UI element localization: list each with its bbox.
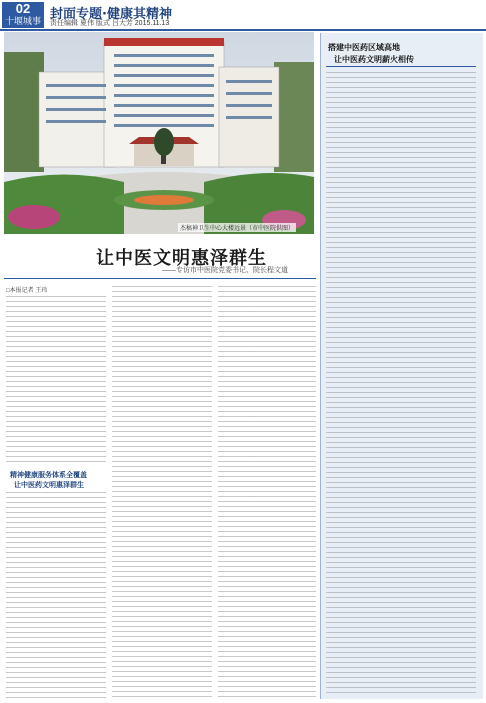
body-column-3 xyxy=(218,286,316,698)
header-rule xyxy=(0,29,486,31)
section-name: 十堰城事 xyxy=(4,16,41,26)
page-header xyxy=(0,0,486,30)
body-column-1b xyxy=(6,492,106,698)
body-column-1a xyxy=(6,296,106,466)
header-title: 封面专题·健康其精神 xyxy=(50,7,172,22)
photo-caption: 杰稿神卫生中心大楼远景（市中医院供图） xyxy=(178,223,296,232)
article-headline: 让中医文明惠泽群生 xyxy=(96,248,267,269)
article-subheadline: ——专访市中医院党委书记、院长程文道 xyxy=(162,267,288,274)
sidebar-title-rule xyxy=(326,66,476,67)
byline: □本报记者 王玮 xyxy=(6,288,48,294)
sidebar-title-line2: 让中医药文明薪火相传 xyxy=(334,55,414,64)
section-head-1: 精神健康服务体系全覆盖 xyxy=(10,471,87,479)
body-column-2 xyxy=(112,286,212,698)
header-meta: 责任编辑 夏伟 版式 吕大芳 2015.11.13 xyxy=(50,20,170,27)
section-head-2: 让中医药文明惠泽群生 xyxy=(14,481,84,489)
sidebar-body-text xyxy=(326,72,476,694)
page-number: 02 xyxy=(15,1,31,16)
headline-rule xyxy=(4,278,316,279)
hospital-building-image xyxy=(4,32,314,234)
hospital-photo xyxy=(4,32,314,234)
sidebar-title-line1: 搭建中医药区域高地 xyxy=(328,43,400,52)
page-badge xyxy=(2,2,44,28)
